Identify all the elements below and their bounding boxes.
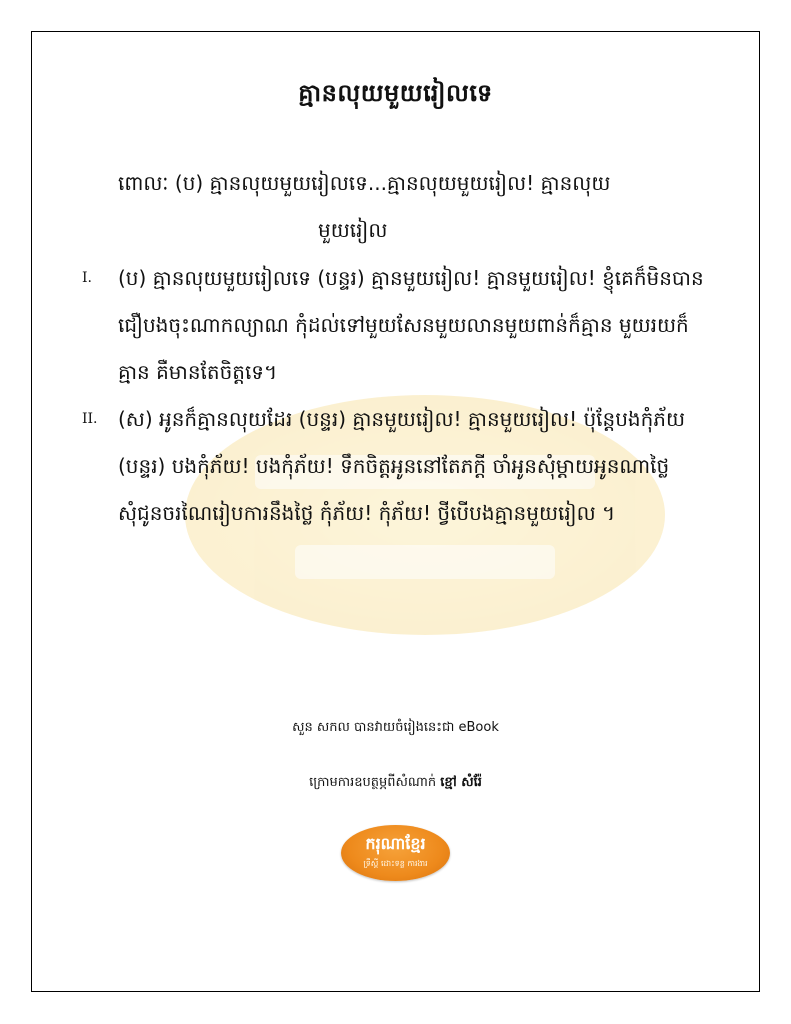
sponsor-line	[0, 774, 791, 793]
sponsor-name: ខ្មៅ សំរ៉ែ	[440, 775, 482, 790]
intro-line-2: មួយរៀល	[318, 218, 388, 242]
verse-item	[82, 255, 718, 396]
verse-item	[82, 396, 718, 537]
verse-number: I.	[82, 270, 92, 286]
verse-text: (ស) អូនក៏គ្មានលុយដែរ (បន្ទរ) គ្មានមួយរៀល! គ្មានមួយរៀល! ប៉ុន្តែបងកុំភ័យ (បន្ទរ) បងកុំភ័យ! បងកុំភ័យ! ទឹកចិត្តអូននៅតែភក្តី ចាំអូនសុំម្តាយអូនណាថ្លៃ សុំជូនចរណៃរៀបការនឹងថ្លៃ កុំភ័យ! កុំភ័យ! ថ្វីបើបងគ្មានមួយរៀល ។	[118, 407, 686, 525]
verse-number: II.	[82, 411, 98, 427]
intro-paragraph	[118, 160, 718, 254]
watermark-band	[295, 545, 555, 579]
logo-subtitle: ទ្រឹស្តី ដោះទន្ល ការងារ	[363, 859, 428, 868]
intro-line-1: ពោលៈ (ប) គ្មានលុយមួយរៀលទេ...គ្មានលុយមួយរៀល! គ្មានលុយ	[118, 171, 611, 195]
song-title: គ្មានលុយមួយរៀលទេ	[298, 79, 493, 107]
verse-text: (ប) គ្មានលុយមួយរៀលទេ (បន្ទរ) គ្មានមួយរៀល! គ្មានមួយរៀល! ខ្ញុំគេក៏មិនបាន ជឿបងចុះណាកល្យាណ កុំដល់ទៅមួយសែនមួយលានមួយពាន់ក៏គ្មាន មួយរយក៏គ្មាន គឺមានតែចិត្តទេ។	[118, 266, 704, 384]
sponsor-prefix: ក្រោមការឧបត្ថម្ភពីសំណាក់	[309, 775, 437, 790]
logo-title: ករុណាខ្មែរ	[365, 834, 426, 853]
karuna-khmer-logo	[341, 825, 450, 881]
credit-line: សួន សកល បានវាយចំរៀងនេះជា eBook	[292, 720, 499, 735]
